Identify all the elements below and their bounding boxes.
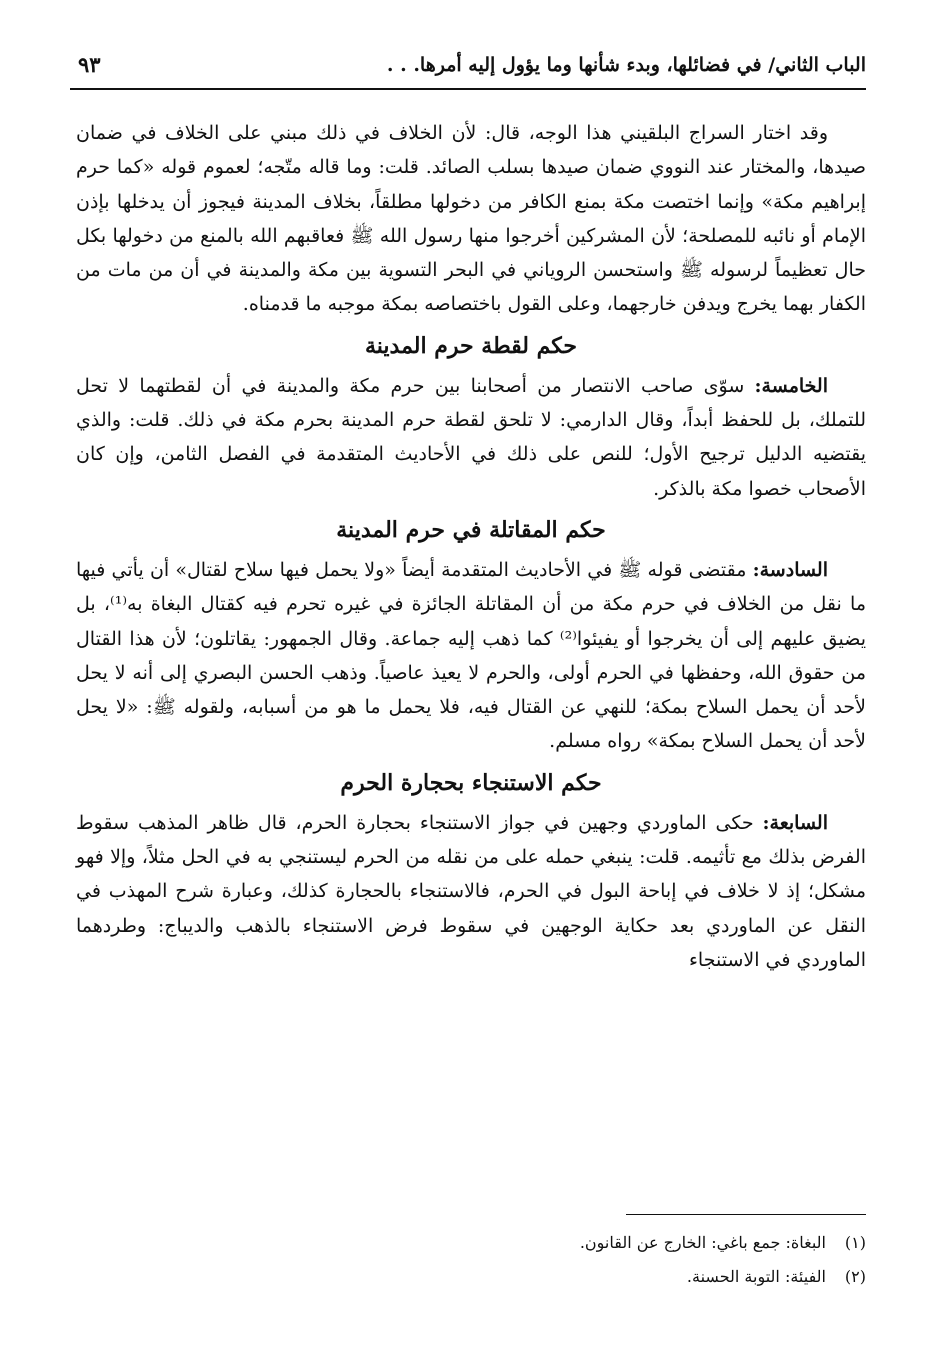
page-number: ٩٣	[78, 52, 101, 77]
footnotes	[76, 1226, 866, 1294]
section-text-luqata: سوّى صاحب الانتصار من أصحابنا بين حرم مكة والمدينة في أن لقطتهما لا تحل للتملك، بل للحفظ أبداً، وقال الدارمي: لا تلحق لقطة حرم المدينة بحرم مكة في ذلك. قلت: والذي يقتضيه الدليل ترجيح الأول؛ للنص على ذلك في الأحاديث المتقدمة في الفصل الثامن، وإن كان الأصحاب خصوا مكة بالذكر.	[76, 374, 866, 500]
intro-paragraph: وقد اختار السراج البلقيني هذا الوجه، قال: لأن الخلاف في ذلك مبني على الخلاف في ضمان صيدها، والمختار عند النووي ضمان صيدها بسلب الصائد. قلت: وما قاله متّجه؛ لعموم قوله «كما حرم إبراهيم مكة» وإنما اختصت مكة بمنع الكافر من دخولها مطلقاً، بخلاف المدينة فيجوز أن يدخلها بإذن الإمام أو نائبه للمصلحة؛ لأن المشركين أخرجوا منها رسول الله ﷺ فعاقبهم الله بالمنع من دخولها بكل حال تعظيماً لرسوله ﷺ واستحسن الروياني في البحر التسوية بين مكة والمدينة في أن من مات من الكفار بهما يخرج ويدفن خارجهما، وعلى القول باختصاصه بمكة موجبه ما قدمناه.	[76, 122, 866, 316]
footnote-2-text: الفيئة: التوبة الحسنة.	[686, 1267, 826, 1286]
footnote-separator	[626, 1214, 866, 1215]
section-paragraph-luqata	[76, 369, 866, 506]
footnote-1-number: (١)	[844, 1233, 866, 1252]
section-paragraph-muqatala	[76, 553, 866, 759]
section-paragraph-istinja	[76, 806, 866, 977]
section-lead-luqata: الخامسة:	[754, 374, 828, 397]
footnote-1	[76, 1226, 866, 1260]
section-heading-istinja: حكم الاستنجاء بحجارة الحرم	[340, 769, 602, 796]
section-heading-luqata: حكم لقطة حرم المدينة	[364, 332, 578, 359]
body-text	[76, 116, 866, 977]
section-lead-istinja: السابعة:	[762, 811, 828, 834]
footnote-2	[76, 1260, 866, 1294]
footnote-2-number: (٢)	[844, 1267, 866, 1286]
section-text-muqatala: مقتضى قوله ﷺ في الأحاديث المتقدمة أيضاً «ولا يحمل فيها سلاح لقتال» أن يأتي فيها ما نقل من الخلاف في حرم مكة من أن المقاتلة الجائزة في غيره تحرم فيه كقتال البغاة به⁽¹⁾، بل يضيق عليهم إلى أن يخرجوا أو يفيئوا⁽²⁾ كما ذهب إليه جماعة. وقال الجمهور: يقاتلون؛ لأن هذا القتال من حقوق الله، وحفظها في الحرم أولى، والحرم لا يعيذ عاصياً. وذهب الحسن البصري إلى أنه لا يحل لأحد أن يحمل السلاح بمكة؛ للنهي عن القتال فيه، فلا يحمل ما هو من أسبابه، ولقوله ﷺ: «لا يحل لأحد أن يحمل السلاح بمكة» رواه مسلم.	[76, 558, 866, 753]
section-text-istinja: حكى الماوردي وجهين في جواز الاستنجاء بحجارة الحرم، قال ظاهر المذهب سقوط الفرض بذلك مع تأثيمه. قلت: ينبغي حمله على من نقله من الحرم ليستنجي به في الحل مثلاً، وإلا فهو مشكل؛ إذ لا خلاف في إباحة البول في الحرم، فالاستنجاء بالحجارة كذلك، وعبارة شرح المهذب في النقل عن الماوردي بعد حكاية الوجهين في سقوط فرض الاستنجاء بالذهب والديباج: وطردهما الماوردي في الاستنجاء	[76, 811, 866, 971]
section-lead-muqatala: السادسة:	[752, 558, 828, 581]
footnote-1-text: البغاة: جمع باغي: الخارج عن القانون.	[579, 1233, 826, 1252]
section-heading-muqatala: حكم المقاتلة في حرم المدينة	[336, 516, 606, 543]
running-title: الباب الثاني/ في فضائلها، وبدء شأنها وما يؤول إليه أمرها. . .	[386, 54, 866, 76]
page-header	[70, 50, 866, 90]
